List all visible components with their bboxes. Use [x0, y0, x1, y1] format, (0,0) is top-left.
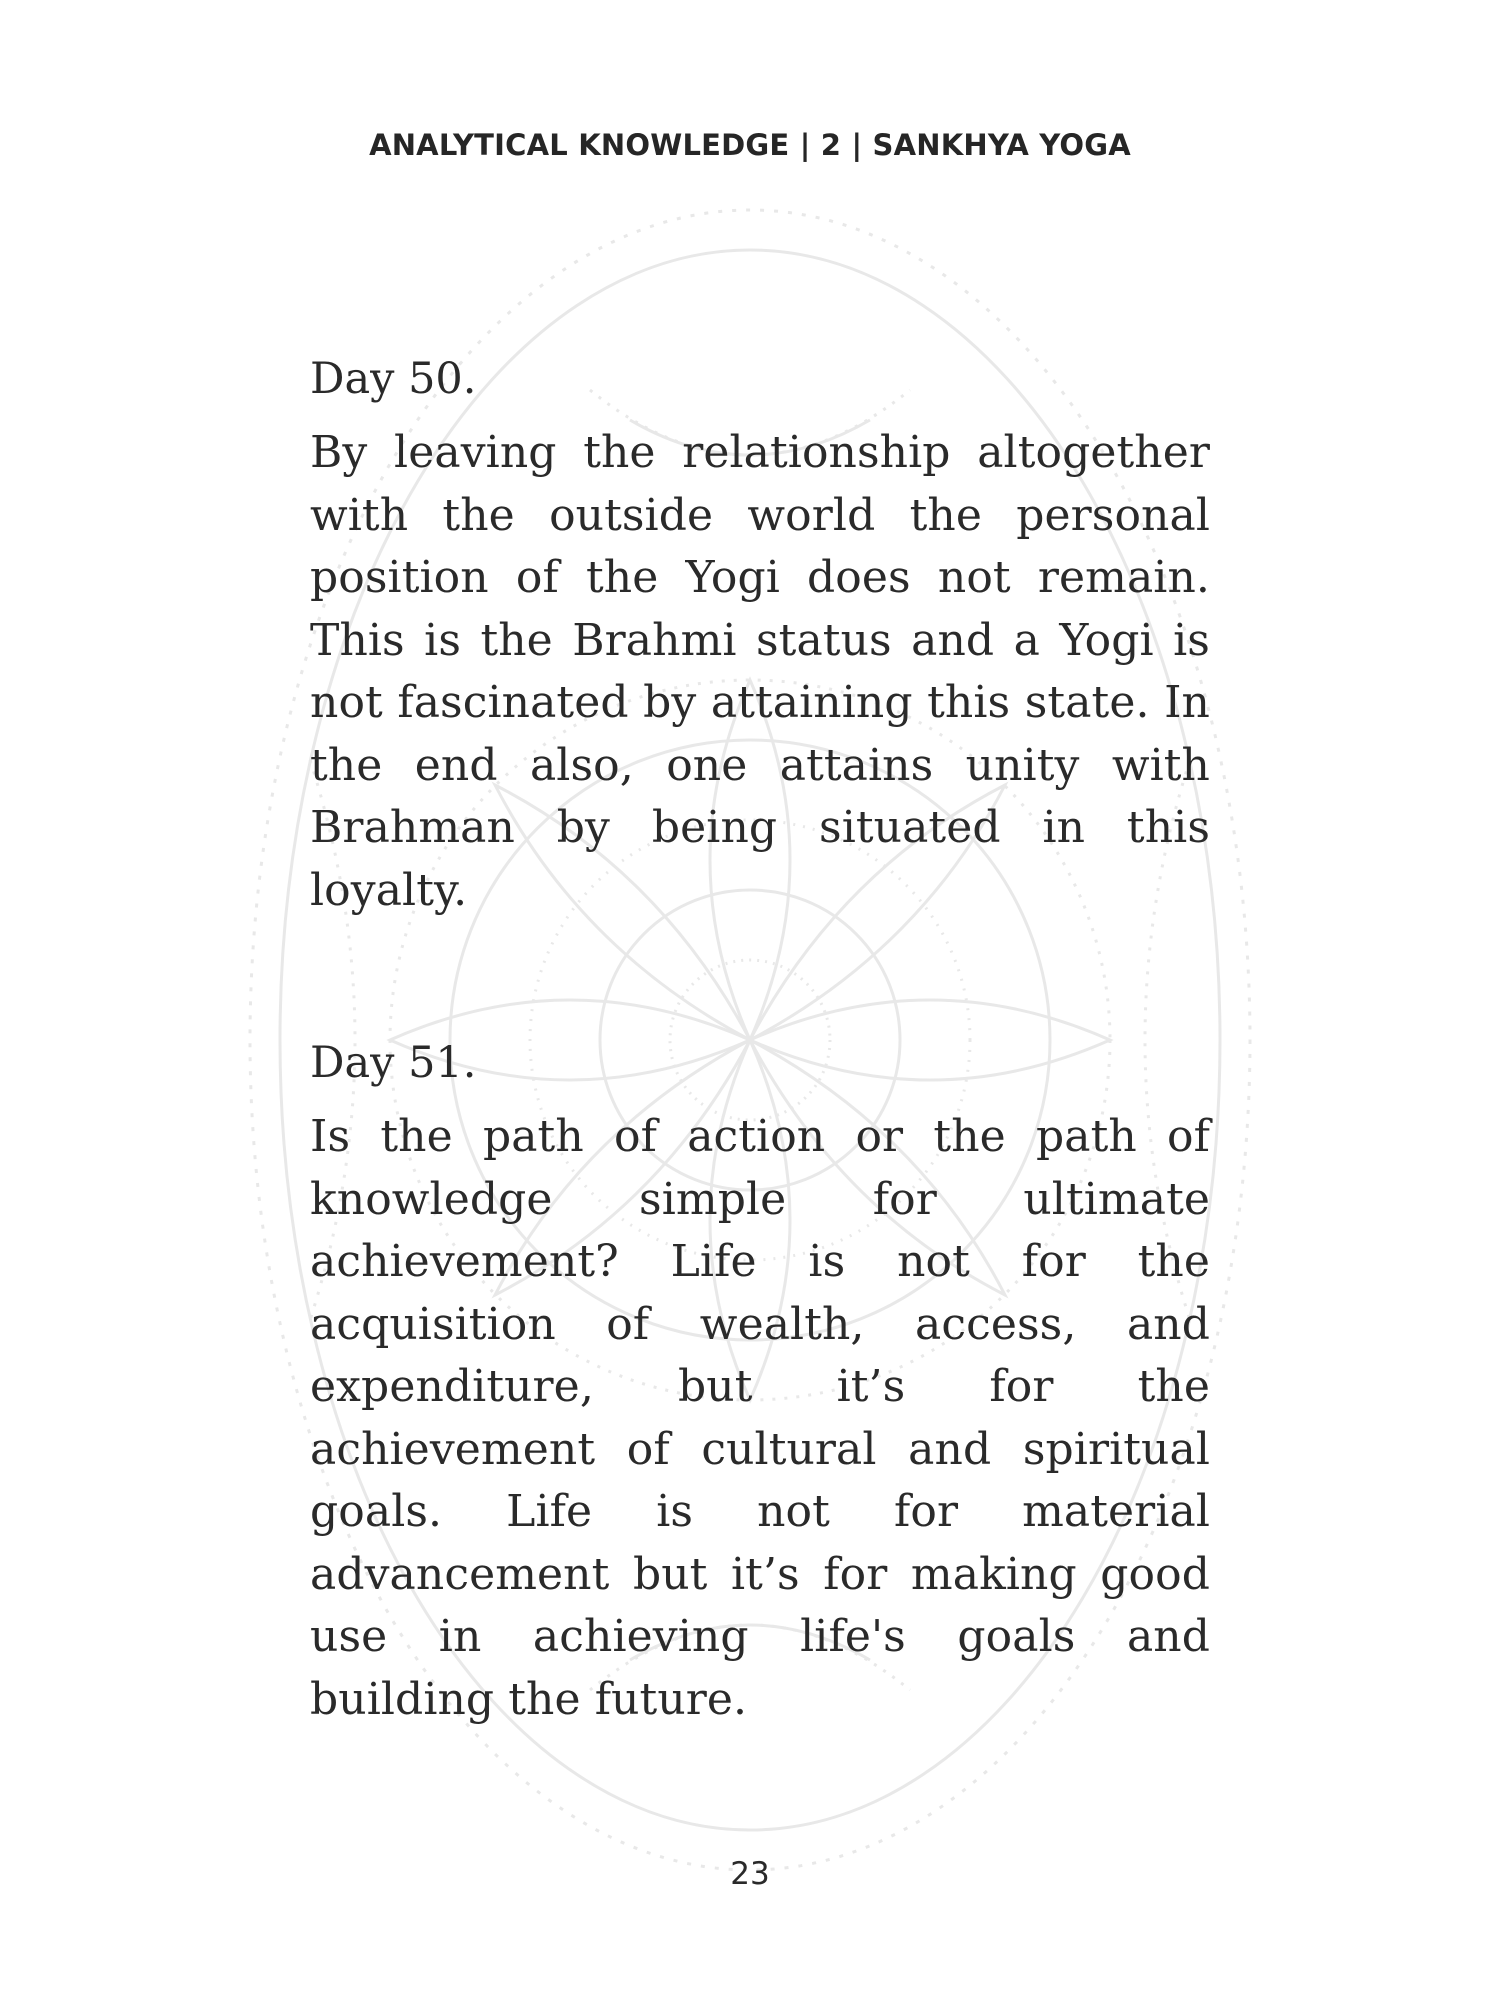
running-header: ANALYTICAL KNOWLEDGE | 2 | SANKHYA YOGA [369, 128, 1131, 162]
day-heading: Day 51. [310, 1038, 477, 1088]
day-heading: Day 50. [310, 354, 477, 404]
day-entry [310, 348, 1210, 922]
day-body-text: Is the path of action or the path of knowledge simple for ultimate achievement? Life is not for the acquisition of wealth, access, and expenditure, but it’s for the achievement of cultural and spiritual goals. Life is not for material advancement but it’s for making good use in achieving life's goals and building the future. [310, 1111, 1210, 1725]
day-body-text: By leaving the relationship altogether with the outside world the personal position of the Yogi does not remain. This is the Brahmi status and a Yogi is not fascinated by attaining this state. In the end also, one attains unity with Brahman by being situated in this loyalty. [310, 427, 1210, 916]
day-entry [310, 1032, 1210, 1731]
page-number: 23 [730, 1856, 770, 1892]
